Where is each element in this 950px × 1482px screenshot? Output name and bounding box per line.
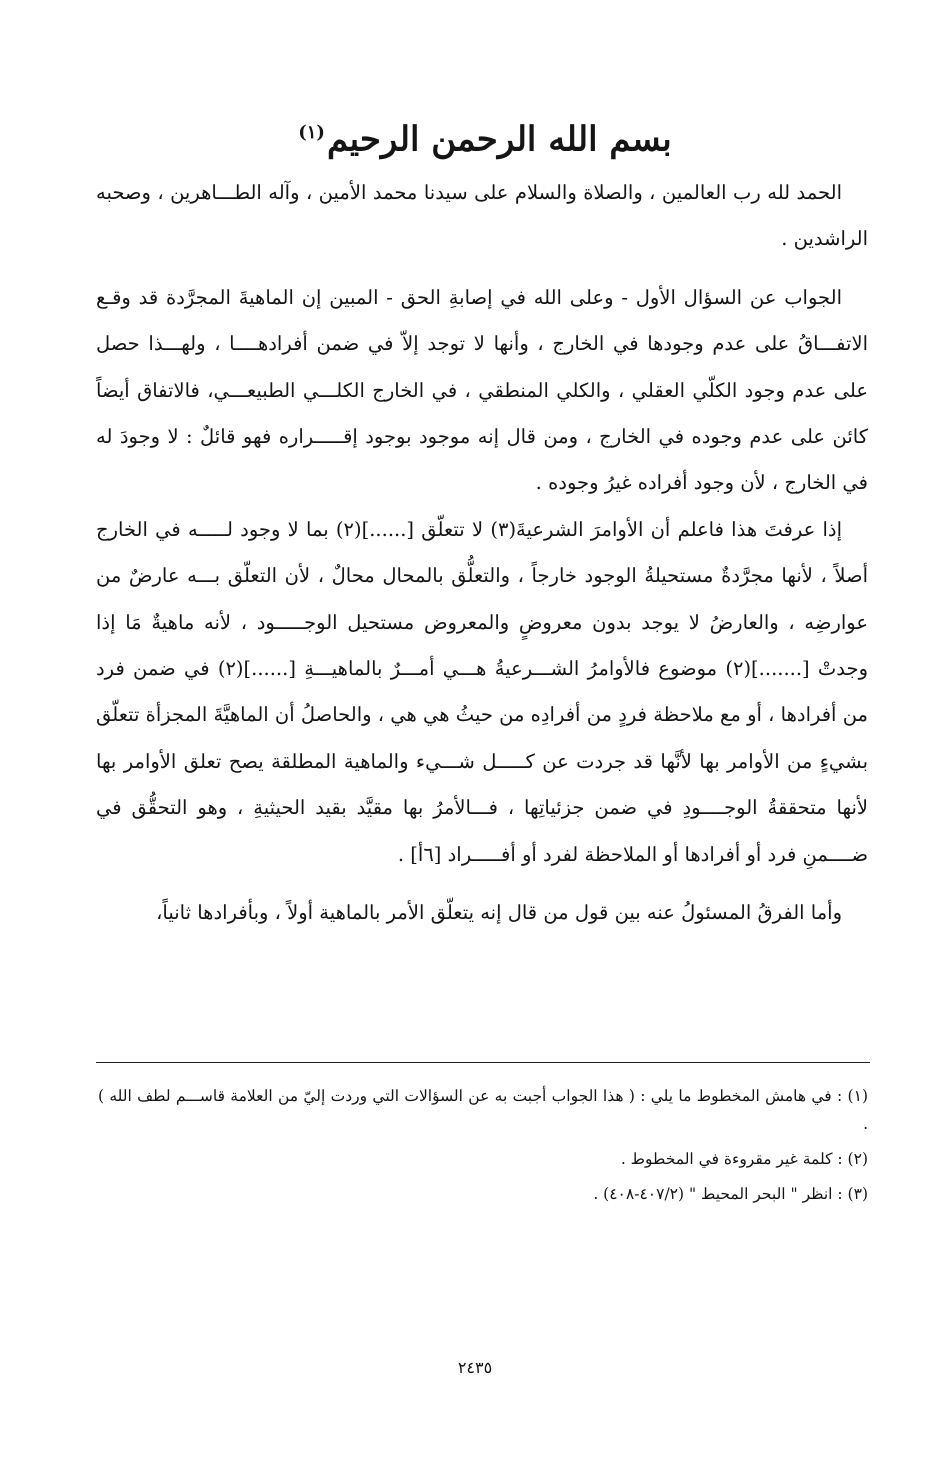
paragraph-difference: وأما الفرقُ المسئولُ عنه بين قول من قال إنه يتعلّق الأمر بالماهية أولاً ، وبأفرادها ثانياً، — [156, 901, 842, 925]
page-number: ٢٤٣٥ — [457, 1358, 493, 1377]
main-text — [96, 170, 868, 937]
footnote-2: (٢) : كلمة غير مقروءة في المخطوط . — [620, 1150, 868, 1168]
paragraph-praise: الحمد لله رب العالمين ، والصلاة والسلام على سيدنا محمد الأمين ، وآله الطـــاهرين ، وصحبه الراشدين . — [96, 181, 868, 251]
footnote-separator — [96, 1062, 870, 1063]
basmala-text: بسم الله الرحمن الرحيم — [326, 119, 672, 160]
footnotes — [98, 1082, 868, 1215]
footnote-1: (١) : في هامش المخطوط ما يلي : ( هذا الجواب أجبت به عن السؤالات التي وردت إليّ من العلامة قاســـم لطف الله ) . — [98, 1087, 868, 1133]
basmala-heading — [100, 108, 870, 164]
footnote-3: (٣) : انظر " البحر المحيط " (٤٠٧/٢-٤٠٨) . — [593, 1185, 868, 1203]
paragraph-answer-first-question: الجواب عن السؤال الأول - وعلى الله في إصابةِ الحق - المبين إن الماهيةَ المجرَّدة قد وقـع الاتفـــاقُ على عدم وجودها في الخارج ، وأنها لا توجد إلاّ في ضمن أفرادهــــا ، ولهـــذا حصل على عدم وجود الكلّي العقلي ، والكلي المنطقي ، في الخارج الكلـــي الطبيعـــي، فالاتفاق أيضاً كائن على عدم وجوده في الخارج ، ومن قال إنه موجود بوجود إقـــــراره فهو قائلٌ : لا وجودَ له في الخارج ، لأن وجود أفراده غيرُ وجوده . — [96, 285, 868, 495]
basmala-footnote-ref: (١) — [298, 122, 325, 143]
paragraph-commands-essence: إذا عرفتَ هذا فاعلم أن الأوامرَ الشرعيةَ(٣) لا تتعلّق [......](٢) بما لا وجود لـــــه في الخارج أصلاً ، لأنها مجرَّدةٌ مستحيلةُ الوجود خارجاً ، والتعلُّق بالمحال محالٌ ، لأن التعلّق بـــه عارضٌ من عوارضِه ، والعارضُ لا يوجد بدون معروضٍ والمعروض مستحيل الوجـــــود ، لأنه ماهيةٌ مَا إذا وجدتْ [.......](٢) موضوع فالأوامرُ الشـــرعيةُ هـــي أمـــرٌ بالماهيـــةِ [......](٢) في ضمن فرد من أفرادها ، أو مع ملاحظة فردٍ من أفرادِه من حيثُ هي هي ، والحاصلُ أن الماهيَّةَ المجزأة تتعلّق بشيءٍ من الأوامر بها لأنَّها قد جردت عن كـــــل شـــيء والماهية المطلقة يصح تعلق الأوامر بها لأنها متحققةُ الوجــــودِ في ضمن جزئياتِها ، فـــالأمرُ بها مقيَّد بقيد الحيثيةِ ، وهو التحقُّق في ضــــمنِ فرد أو أفرادها أو الملاحظة لفرد أو أفـــــراد [٦أ] . — [96, 517, 868, 866]
